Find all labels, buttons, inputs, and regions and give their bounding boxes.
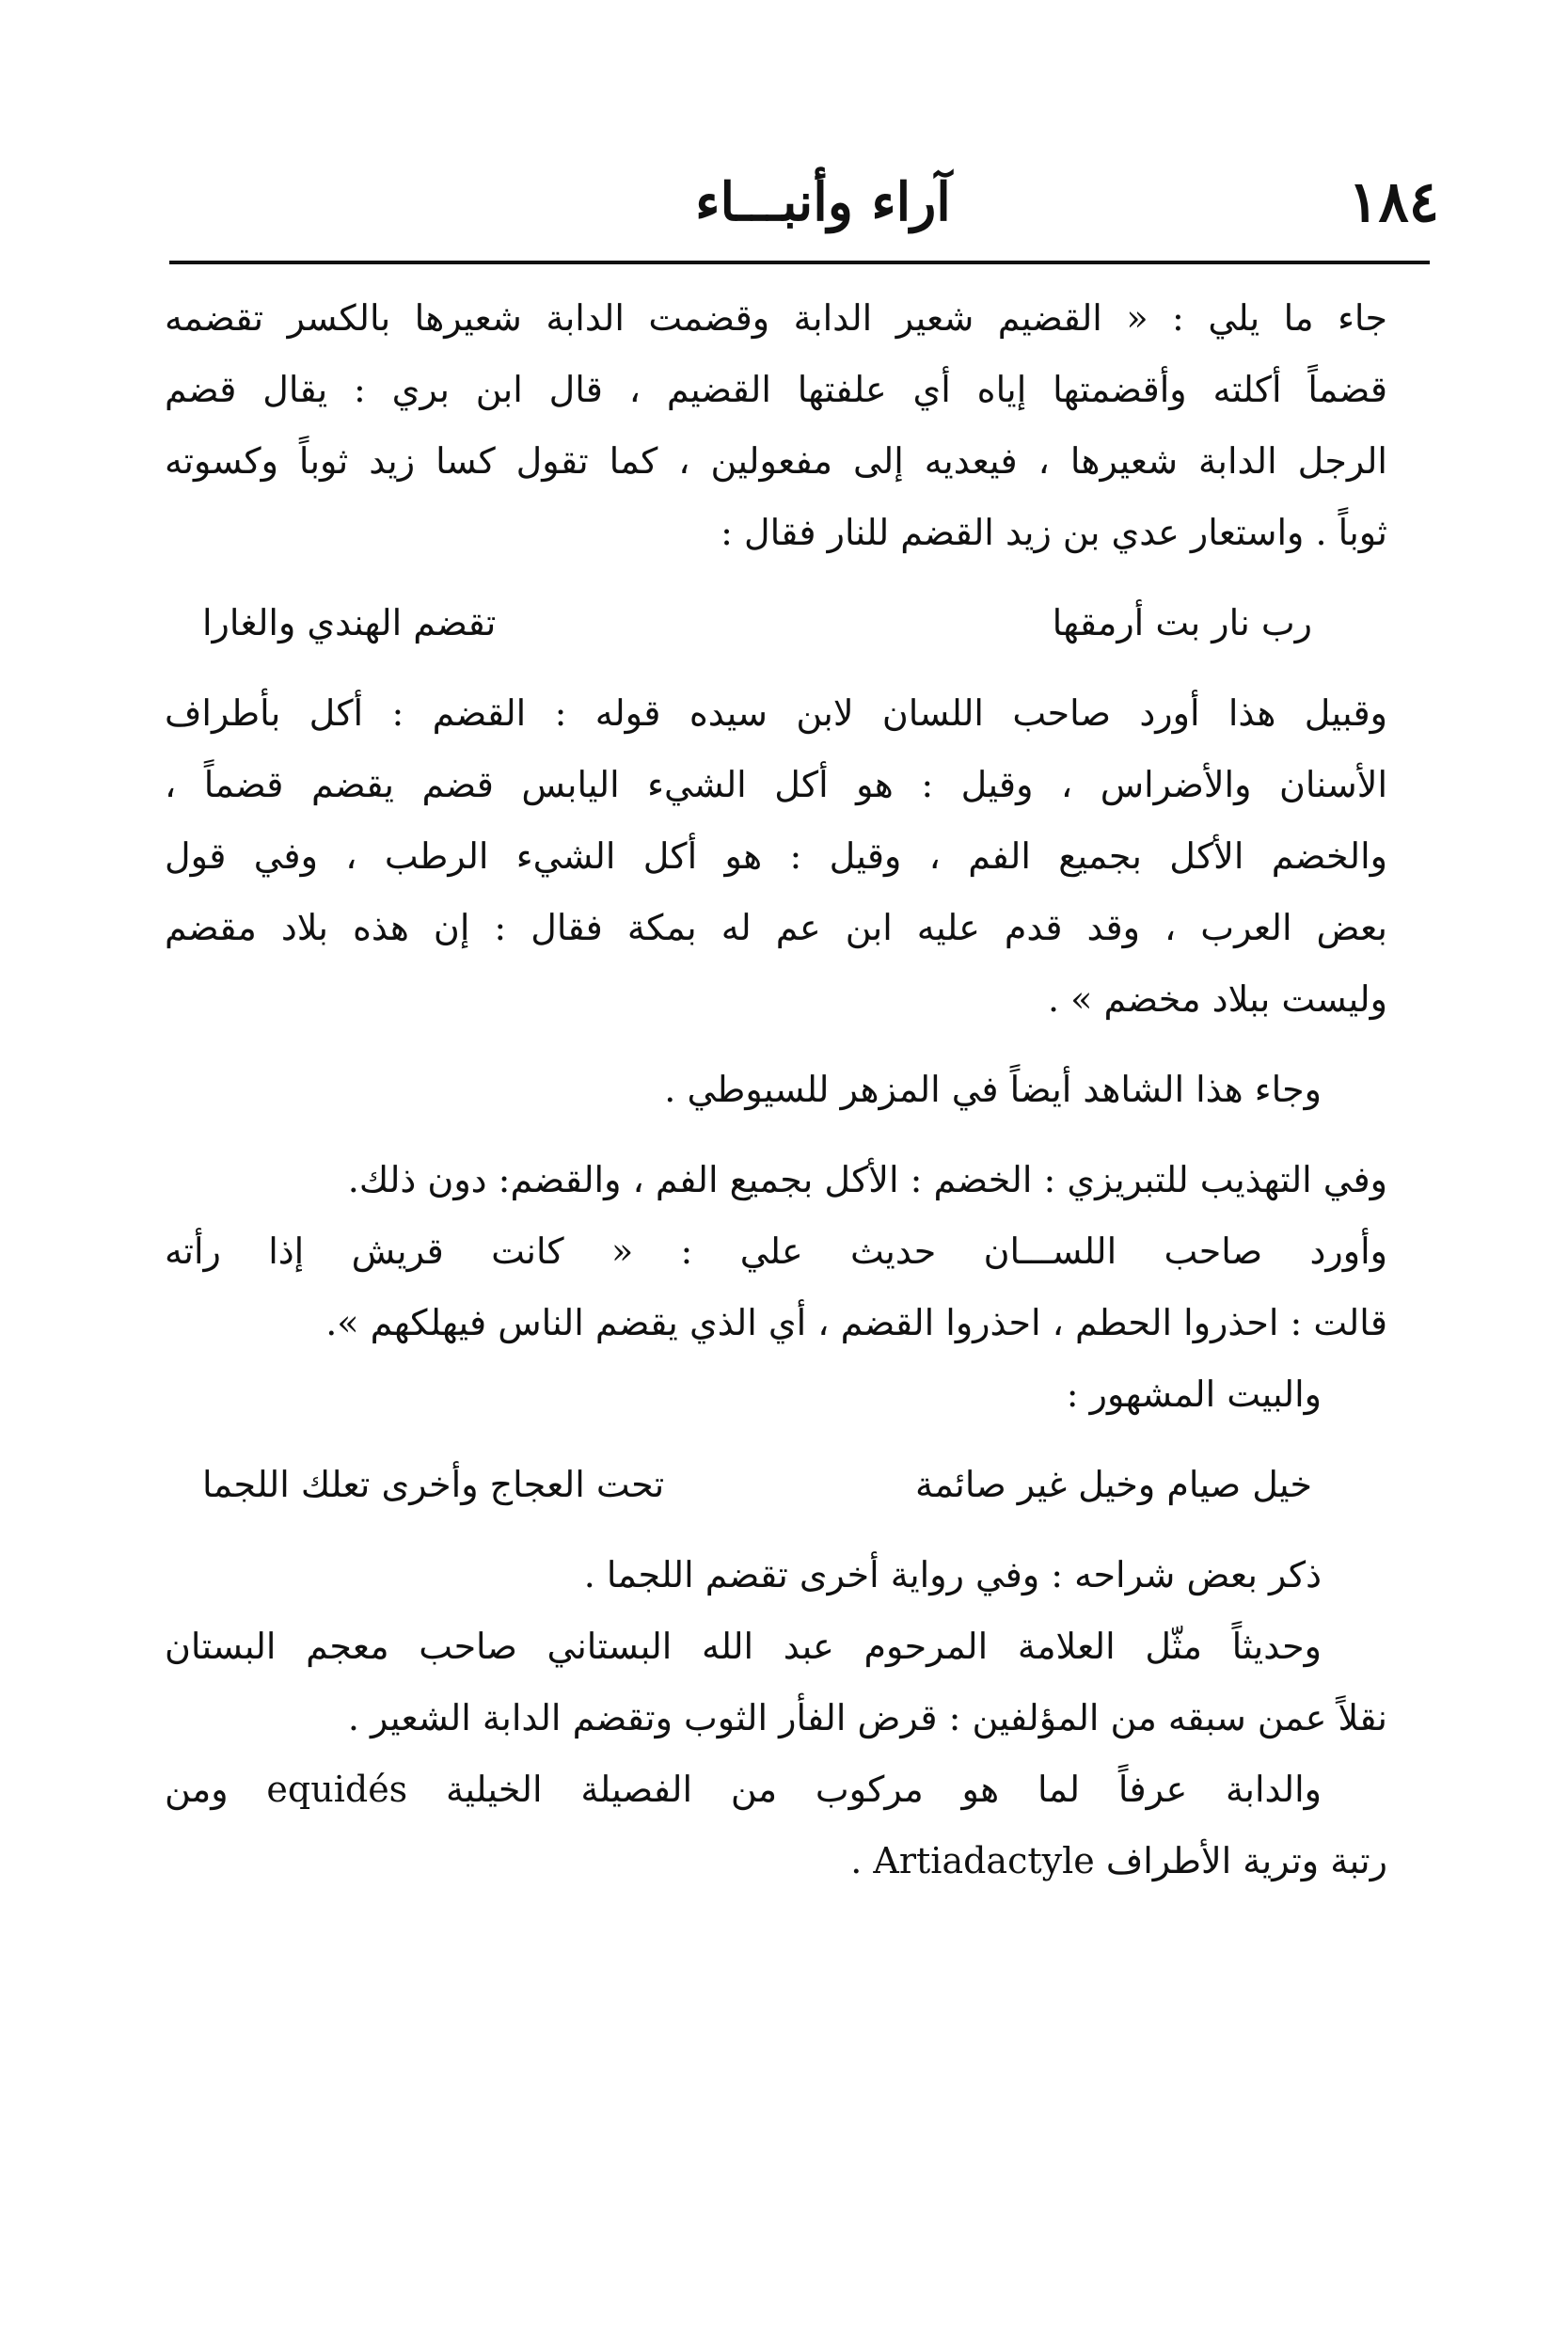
text-line: الرجل الدابة شعيرها ، فيعديه إلى مفعولين ، كما تقول كسا زيد ثوباً وكسوته — [165, 440, 1387, 482]
text-line: قالت : احذروا الحطم ، احذروا القضم ، أي الذي يقضم الناس فيهلكهم ». — [325, 1302, 1387, 1343]
verse-2 — [165, 1449, 1387, 1520]
text-line: وأورد صاحب اللســـان حديث علي : « كانت قريش إذا رأته — [165, 1230, 1387, 1272]
verse-1 — [165, 587, 1387, 659]
paragraph-7: ذكر بعض شراحه : وفي رواية أخرى تقضم اللجما . — [583, 1554, 1322, 1595]
paragraph-8 — [165, 1611, 1387, 1754]
text-line: وليست ببلاد مخضم » . — [1047, 978, 1387, 1020]
text-line: وقبيل هذا أورد صاحب اللسان لابن سيده قوله : القضم : أكل بأطراف — [165, 692, 1387, 734]
text-line: قضماً أكلته وأقضمتها إياه أي علفتها القضيم ، قال ابن بري : يقال قضم — [165, 369, 1387, 410]
paragraph-2 — [165, 677, 1387, 1035]
text-line: وحديثاً مثّل العلامة المرحوم عبد الله البستاني صاحب معجم البستان — [165, 1626, 1322, 1667]
header-rule — [169, 261, 1430, 264]
paragraph-9 — [165, 1754, 1387, 1897]
text-line: جاء ما يلي : « القضيم شعير الدابة وقضمت الدابة شعيرها بالكسر تقضمه — [165, 297, 1387, 339]
page-number: ١٨٤ — [1348, 169, 1439, 235]
verse-2-first-hemistich: خيل صيام وخيل غير صائمة — [914, 1464, 1312, 1505]
verse-2-second-hemistich: تحت العجاج وأخرى تعلك اللجما — [202, 1464, 665, 1505]
paragraph-4: وفي التهذيب للتبريزي : الخضم : الأكل بجميع الفم ، والقضم: دون ذلك. — [347, 1159, 1387, 1200]
running-title: آراء وأنبـــاء — [695, 171, 951, 233]
page-header — [174, 160, 1439, 245]
text-line: بعض العرب ، وقد قدم عليه ابن عم له بمكة فقال : إن هذه بلاد مقضم — [165, 907, 1387, 948]
paragraph-3: وجاء هذا الشاهد أيضاً في المزهر للسيوطي . — [664, 1069, 1322, 1110]
paragraph-1 — [165, 282, 1387, 568]
verse-1-first-hemistich: رب نار بت أرمقها — [1052, 602, 1312, 643]
verse-1-second-hemistich: تقضم الهندي والغارا — [202, 602, 497, 643]
text-line: والدابة عرفاً لما هو مركوب من الفصيلة الخيلية equidés ومن — [165, 1769, 1322, 1810]
text-line: والخضم الأكل بجميع الفم ، وقيل : هو أكل الشيء الرطب ، وفي قول — [165, 835, 1387, 877]
body-text — [165, 282, 1387, 1897]
text-line: رتبة وترية الأطراف Artiadactyle . — [850, 1840, 1387, 1881]
text-line: الأسنان والأضراس ، وقيل : هو أكل الشيء اليابس قضم يقضم قضماً ، — [165, 764, 1387, 805]
paragraph-5 — [165, 1215, 1387, 1358]
text-line: ثوباً . واستعار عدي بن زيد القضم للنار فقال : — [721, 512, 1387, 553]
text-line: نقلاً عمن سبقه من المؤلفين : قرض الفأر الثوب وتقضم الدابة الشعير . — [347, 1697, 1387, 1738]
paragraph-6: والبيت المشهور : — [1066, 1373, 1322, 1415]
